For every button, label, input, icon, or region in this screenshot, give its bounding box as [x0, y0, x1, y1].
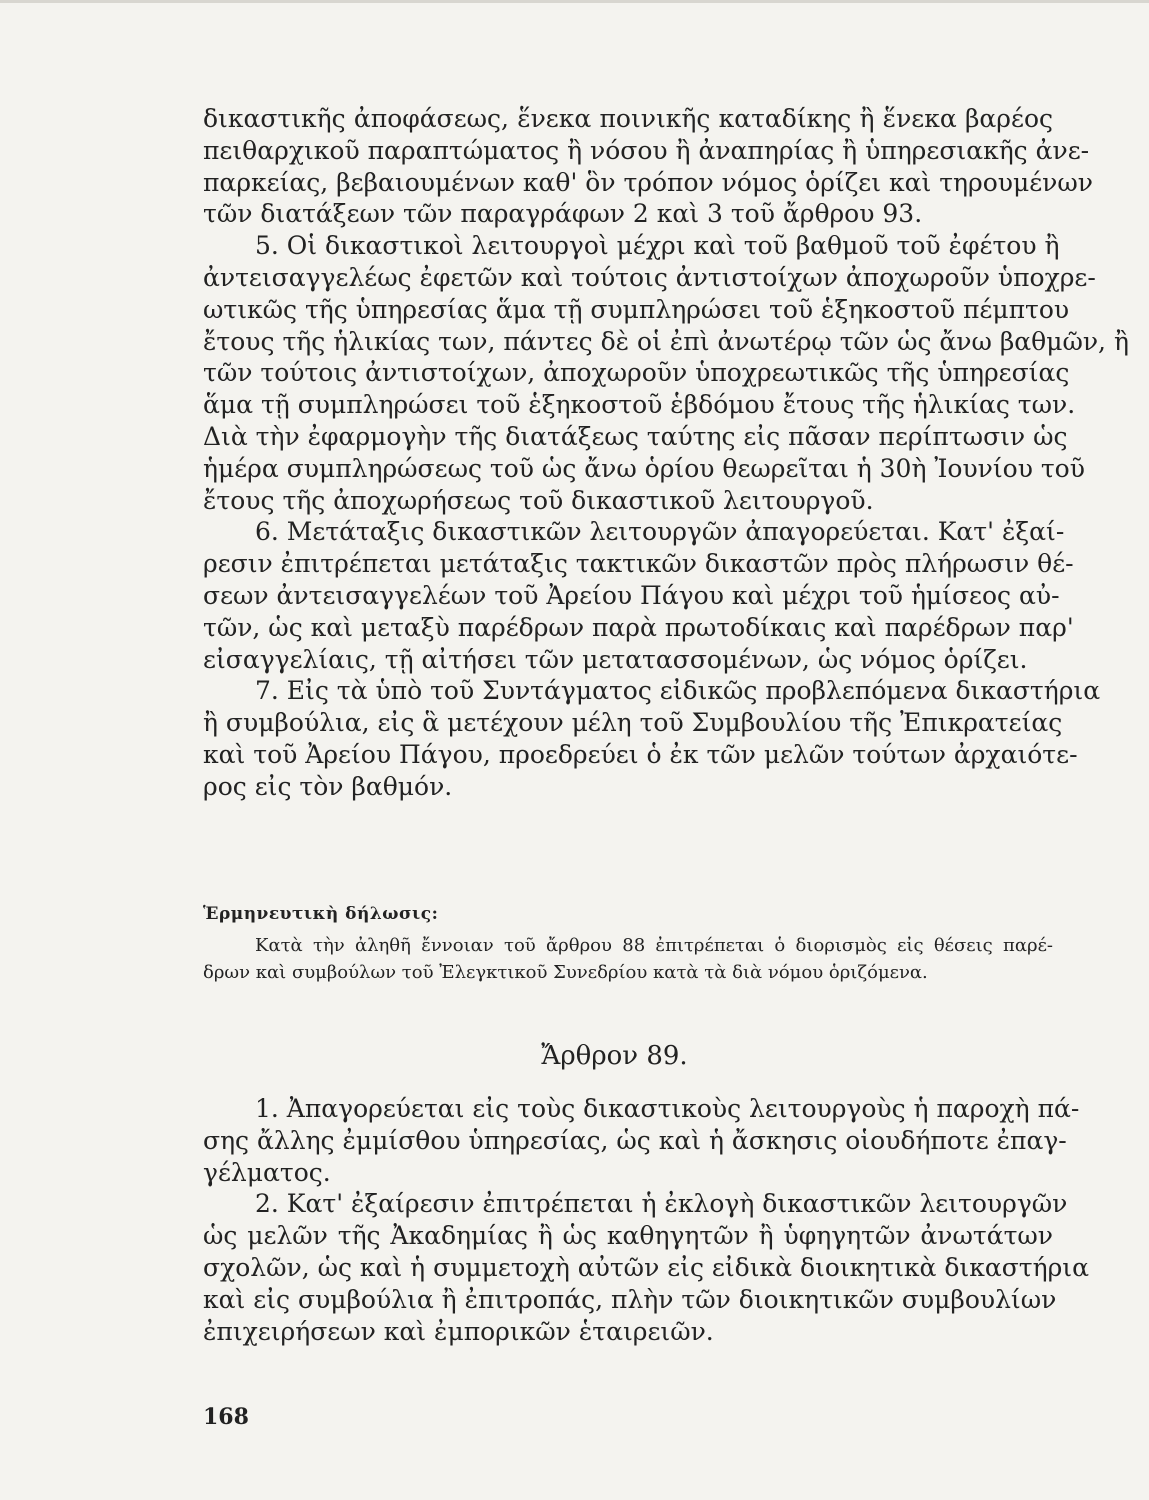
article-88-continuation [203, 103, 1129, 803]
text-line: ρος εἰς τὸν βαθμόν. [203, 771, 453, 801]
article-89-heading: Ἄρθρον 89. [541, 1041, 688, 1071]
article-89-body [203, 1093, 1089, 1347]
paragraph-7-start: 7. Εἰς τὰ ὑπὸ τοῦ Συντάγματος εἰδικῶς προβλεπόμενα δικαστήρια [255, 676, 1101, 706]
text-line: ἀντεισαγγελέως ἐφετῶν καὶ τούτοις ἀντιστοίχων ἀποχωροῦν ὑποχρε- [203, 262, 1096, 292]
text-line: σης ἄλλης ἐμμίσθου ὑπηρεσίας, ὡς καὶ ἡ ἄσκησις οἱουδήποτε ἐπαγ- [203, 1125, 1067, 1155]
text-line: ἡμέρα συμπληρώσεως τοῦ ὡς ἄνω ὁρίου θεωρεῖται ἡ 30ὴ Ἰουνίου τοῦ [203, 453, 1085, 483]
interpretive-declaration-body [203, 932, 1053, 986]
text-line: ἔτους τῆς ἀποχωρήσεως τοῦ δικαστικοῦ λειτουργοῦ. [203, 485, 874, 515]
text-line: ρεσιν ἐπιτρέπεται μετάταξις τακτικῶν δικαστῶν πρὸς πλήρωσιν θέ- [203, 549, 1074, 579]
text-line: σχολῶν, ὡς καὶ ἡ συμμετοχὴ αὐτῶν εἰς εἰδικὰ διοικητικὰ δικαστήρια [203, 1252, 1089, 1282]
text-line: παρκείας, βεβαιουμένων καθ' ὃν τρόπον νόμος ὁρίζει καὶ τηρουμένων [203, 167, 1093, 197]
text-line: ἢ συμβούλια, εἰς ἃ μετέχουν μέλη τοῦ Συμβουλίου τῆς Ἐπικρατείας [203, 708, 1063, 738]
text-line: εἰσαγγελίαις, τῇ αἰτήσει τῶν μετατασσομένων, ὡς νόμος ὁρίζει. [203, 644, 1028, 674]
paragraph-1-start: 1. Ἀπαγορεύεται εἰς τοὺς δικαστικοὺς λειτουργοὺς ἡ παροχὴ πά- [255, 1094, 1080, 1123]
paragraph-2-start: 2. Κατ' ἐξαίρεσιν ἐπιτρέπεται ἡ ἐκλογὴ δικαστικῶν λειτουργῶν [255, 1189, 1068, 1219]
text-line: ἅμα τῇ συμπληρώσει τοῦ ἑξηκοστοῦ ἑβδόμου ἔτους τῆς ἡλικίας των. [203, 390, 1076, 420]
text-line: σεων ἀντεισαγγελέων τοῦ Ἀρείου Πάγου καὶ μέχρι τοῦ ἡμίσεος αὐ- [203, 580, 1060, 610]
text-line: τῶν τούτοις ἀντιστοίχων, ἀποχωροῦν ὑποχρεωτικῶς τῆς ὑπηρεσίας [203, 358, 1070, 388]
text-line: τῶν διατάξεων τῶν παραγράφων 2 καὶ 3 τοῦ ἄρθρου 93. [203, 199, 923, 229]
interpretive-line: δρων καὶ συμβούλων τοῦ Ἐλεγκτικοῦ Συνεδρίου κατὰ τὰ διὰ νόμου ὁριζόμενα. [203, 962, 928, 983]
paragraph-6-start: 6. Μετάταξις δικαστικῶν λειτουργῶν ἀπαγορεύεται. Κατ' ἐξαί- [255, 517, 1065, 547]
text-line: Διὰ τὴν ἐφαρμογὴν τῆς διατάξεως ταύτης εἰς πᾶσαν περίπτωσιν ὡς [203, 421, 1068, 451]
text-line: πειθαρχικοῦ παραπτώματος ἢ νόσου ἢ ἀναπηρίας ἢ ὑπηρεσιακῆς ἀνε- [203, 135, 1090, 165]
text-line: γέλματος. [203, 1157, 331, 1187]
text-line: ἐπιχειρήσεων καὶ ἐμπορικῶν ἑταιρειῶν. [203, 1316, 714, 1346]
text-line: τῶν, ὡς καὶ μεταξὺ παρέδρων παρὰ πρωτοδίκαις καὶ παρέδρων παρ' [203, 612, 1074, 642]
page-number: 168 [203, 1404, 249, 1430]
text-line: ὡς μελῶν τῆς Ἀκαδημίας ἢ ὡς καθηγητῶν ἢ ὑφηγητῶν ἀνωτάτων [203, 1221, 1053, 1251]
text-line: ἔτους τῆς ἡλικίας των, πάντες δὲ οἱ ἐπὶ ἀνωτέρῳ τῶν ὡς ἄνω βαθμῶν, ἢ [203, 326, 1129, 356]
text-line: δικαστικῆς ἀποφάσεως, ἕνεκα ποινικῆς καταδίκης ἢ ἕνεκα βαρέος [203, 104, 1053, 133]
paragraph-5-start: 5. Οἱ δικαστικοὶ λειτουργοὶ μέχρι καὶ τοῦ βαθμοῦ τοῦ ἐφέτου ἢ [255, 231, 1060, 261]
text-line: καὶ εἰς συμβούλια ἢ ἐπιτροπάς, πλὴν τῶν διοικητικῶν συμβουλίων [203, 1284, 1057, 1314]
interpretive-declaration-heading: Ἑρμηνευτικὴ δήλωσις: [203, 904, 439, 924]
page-top-edge [0, 0, 1149, 3]
text-line: καὶ τοῦ Ἀρείου Πάγου, προεδρεύει ὁ ἐκ τῶν μελῶν τούτων ἀρχαιότε- [203, 739, 1078, 769]
text-line: ωτικῶς τῆς ὑπηρεσίας ἅμα τῇ συμπληρώσει τοῦ ἑξηκοστοῦ πέμπτου [203, 294, 1070, 324]
interpretive-line: Κατὰ τὴν ἀληθῆ ἔννοιαν τοῦ ἄρθρου 88 ἐπιτρέπεται ὁ διορισμὸς εἰς θέσεις παρέ- [255, 935, 1053, 956]
